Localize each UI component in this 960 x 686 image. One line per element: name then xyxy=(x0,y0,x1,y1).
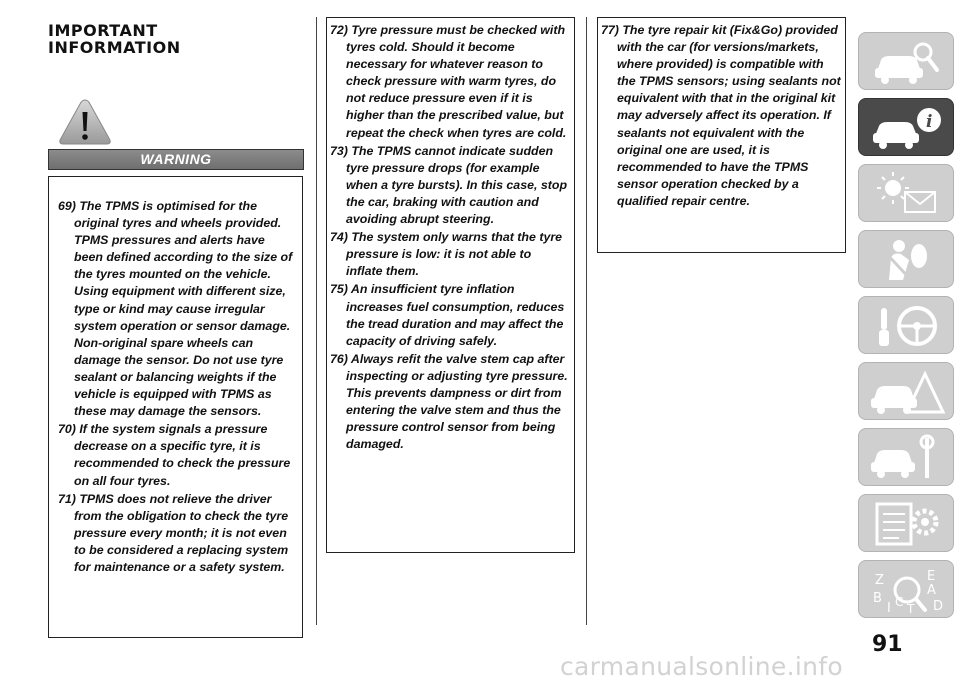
heading-line-2: INFORMATION xyxy=(48,38,181,57)
note-71: 71) TPMS does not relieve the driver from the obligation to check the tyre pressure every month; it is not even to be considered a replacing system for maintenance or a safety system. xyxy=(58,491,289,574)
warning-triangle-icon xyxy=(58,98,112,146)
page-number: 91 xyxy=(872,632,903,657)
index-letter: D xyxy=(933,599,944,614)
technical-data-icon xyxy=(869,500,945,548)
column-divider-1 xyxy=(316,17,317,625)
notes-column-3 xyxy=(597,17,846,253)
index-letter: C xyxy=(895,595,904,609)
car-info-icon xyxy=(869,104,945,152)
steering-wheel-start-icon xyxy=(869,302,945,350)
note-75: 75) An insufficient tyre inflation increases fuel consumption, reduces the tread duration and may affect the capacity of driving safely. xyxy=(330,282,565,348)
warning-label-bar: WARNING xyxy=(48,149,304,170)
note-76: 76) Always refit the valve stem cap after inspecting or adjusting tyre pressure. This prevents dampness or dirt from entering the valve stem and thus the pressure control sensor from being damaged. xyxy=(330,351,568,452)
index-letter: A xyxy=(927,583,936,598)
tab-safety[interactable] xyxy=(858,230,954,288)
index-letter: Z xyxy=(875,573,884,588)
tab-knowing-instrument-panel[interactable] xyxy=(858,98,954,156)
tab-in-an-emergency[interactable] xyxy=(858,362,954,420)
tab-index[interactable] xyxy=(858,560,954,618)
note-74: 74) The system only warns that the tyre pressure is low: it is not able to inflate them. xyxy=(330,230,563,279)
column-divider-2 xyxy=(586,17,587,625)
tab-starting-driving[interactable] xyxy=(858,296,954,354)
notes-column-1 xyxy=(48,176,303,638)
tab-servicing-care[interactable] xyxy=(858,428,954,486)
index-letter: T xyxy=(907,602,915,614)
note-72: 72) Tyre pressure must be checked with tyres cold. Should it become necessary for whatever reason to check pressure with warm tyres, do not reduce pressure even if it is higher than the prescribed value, but repeat the check when tyres are cold. xyxy=(330,23,567,140)
index-letter: I xyxy=(887,601,891,614)
note-73: 73) The TPMS cannot indicate sudden tyre pressure drops (for example when a tyre bursts). In this case, stop the car, braking with caution and avoiding abrupt steering. xyxy=(330,143,568,227)
tab-warning-lights[interactable] xyxy=(858,164,954,222)
car-search-icon xyxy=(869,38,945,86)
note-70: 70) If the system signals a pressure decrease on a specific tyre, it is recommended to check the pressure on all four tyres. xyxy=(58,422,291,488)
watermark-text: carmanualsonline.info xyxy=(560,652,843,681)
tab-knowing-the-car[interactable] xyxy=(858,32,954,90)
section-heading xyxy=(48,22,181,56)
index-letter: B xyxy=(873,591,882,606)
index-icon xyxy=(869,566,945,614)
warning-lights-icon xyxy=(869,170,945,218)
note-77: 77) The tyre repair kit (Fix&Go) provided with the car (for versions/markets, where provided) is compatible with the TPMS sensors; using sealants not equivalent with that in the original kit may adversely affect its operation. If sealants not equivalent with the original one are used, it is recommended to have the TPMS sensor operation checked by a qualified repair centre. xyxy=(601,23,841,208)
note-69: 69) The TPMS is optimised for the original tyres and wheels provided. TPMS pressures and alerts have been defined according to the size of the tyres mounted on the vehicle. Using equipment with different size, type or kind may cause irregular system operation or sensor damage. Non-original spare wheels can damage the sensor. Do not use tyre sealant or balancing weights if the vehicle is equipped with TPMS as these may damage the sensors. xyxy=(58,199,293,419)
heading-line-1: IMPORTANT xyxy=(48,21,158,40)
tab-technical-data[interactable] xyxy=(858,494,954,552)
safety-airbag-icon xyxy=(869,236,945,284)
emergency-icon xyxy=(869,368,945,416)
svg-text:i: i xyxy=(926,112,933,132)
index-letter: E xyxy=(927,569,936,584)
notes-column-2 xyxy=(326,17,575,553)
maintenance-icon xyxy=(869,434,945,482)
